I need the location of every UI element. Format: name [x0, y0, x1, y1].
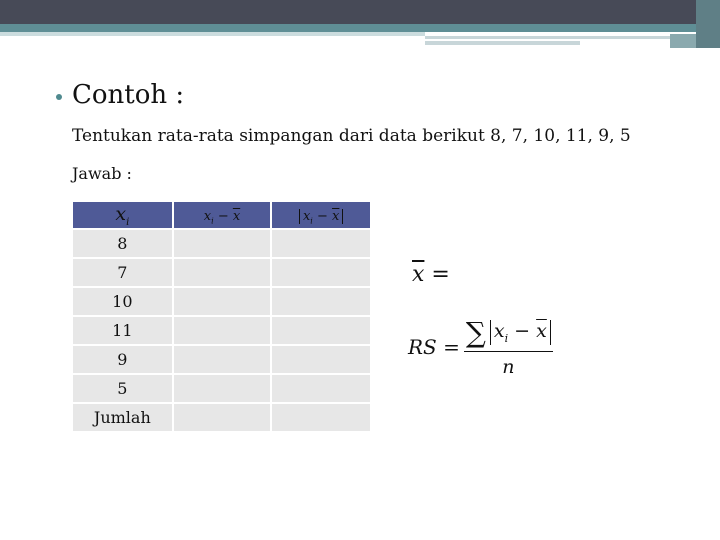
deviation-table — [71, 200, 372, 433]
rs-lhs: RS = — [408, 335, 460, 359]
cell-total-label: Jumlah — [73, 404, 172, 431]
question-text: Tentukan rata-rata simpangan dari data berikut 8, 7, 10, 11, 9, 5 — [72, 126, 631, 146]
cell-abs-deviation — [272, 259, 370, 286]
table-row — [73, 259, 370, 286]
mean-formula — [412, 262, 450, 287]
rs-denominator: n — [502, 356, 515, 378]
header-abs-deviation: $x_i - \overline{x}$ — [272, 202, 370, 228]
table-total-row — [73, 404, 370, 431]
header-bar-light — [0, 32, 425, 36]
cell-deviation — [174, 375, 271, 402]
rs-numerator: ∑ $x_i - \overline{x}$ — [464, 316, 553, 352]
header-stripe — [670, 34, 696, 48]
cell-deviation — [174, 317, 271, 344]
cell-deviation — [174, 404, 271, 431]
table-row — [73, 346, 370, 373]
cell-abs-deviation — [272, 375, 370, 402]
table-row — [73, 230, 370, 257]
answer-label: Jawab : — [72, 164, 132, 183]
cell-xi: 7 — [73, 259, 172, 286]
cell-xi: 8 — [73, 230, 172, 257]
slide-heading: Contoh : — [72, 80, 185, 110]
cell-abs-deviation — [272, 346, 370, 373]
header-stripe — [425, 41, 580, 45]
table-row — [73, 317, 370, 344]
header-bar-dark — [0, 0, 720, 24]
header-corner-block — [696, 0, 720, 48]
cell-deviation — [174, 288, 271, 315]
header-deviation: $x_i - \overline{x}$ — [174, 202, 271, 228]
cell-deviation — [174, 346, 271, 373]
cell-abs-deviation — [272, 288, 370, 315]
sigma-icon: ∑ — [465, 316, 486, 349]
cell-deviation — [174, 259, 271, 286]
bullet-heading — [56, 80, 184, 110]
cell-abs-deviation — [272, 230, 370, 257]
cell-xi: 11 — [73, 317, 172, 344]
header-xi: $x_i$ — [73, 202, 172, 228]
bullet-icon — [56, 94, 62, 100]
cell-abs-deviation — [272, 404, 370, 431]
rs-formula — [408, 316, 553, 378]
rs-fraction — [464, 316, 553, 378]
cell-xi: 5 — [73, 375, 172, 402]
cell-deviation — [174, 230, 271, 257]
header-stripe — [425, 36, 670, 39]
table-header-row — [73, 202, 370, 228]
cell-xi: 9 — [73, 346, 172, 373]
mean-equals: = — [424, 262, 450, 287]
cell-xi: 10 — [73, 288, 172, 315]
table-row — [73, 288, 370, 315]
table-row — [73, 375, 370, 402]
header-bar-teal — [0, 24, 700, 32]
mean-symbol: $\overline{x}$ — [412, 262, 425, 287]
cell-abs-deviation — [272, 317, 370, 344]
